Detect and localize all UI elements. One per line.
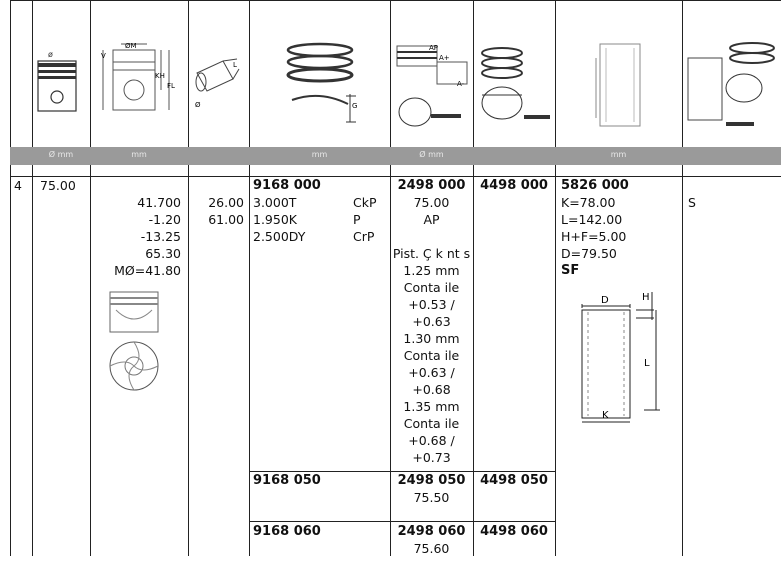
liner-spec: K=78.00 xyxy=(561,195,616,210)
piston-diam-050: 75.50 xyxy=(413,490,450,505)
svg-text:ø: ø xyxy=(48,50,53,59)
svg-text:AP: AP xyxy=(429,44,439,52)
piston-note: 1.25 mm xyxy=(403,263,460,278)
piston-dim: 65.30 xyxy=(145,246,181,261)
rings-part-std: 9168 000 xyxy=(253,178,321,193)
grid-line xyxy=(10,0,781,1)
piston-code: AP xyxy=(423,212,440,227)
unit-label: Ø mm xyxy=(48,150,74,159)
liner-spec: D=79.50 xyxy=(561,246,617,261)
ring-type: CrP xyxy=(353,229,375,244)
pin-dim: 61.00 xyxy=(208,212,244,227)
svg-text:ØM: ØM xyxy=(125,42,137,50)
cylinder-count: 4 xyxy=(14,178,22,193)
ring-type: CkP xyxy=(353,195,377,210)
svg-text:KH: KH xyxy=(155,72,165,80)
grid-line xyxy=(32,0,33,556)
piston-note: +0.68 / xyxy=(408,433,455,448)
kit-part-060: 4498 060 xyxy=(480,524,548,539)
ring-type: P xyxy=(353,212,361,227)
piston-dim: -1.20 xyxy=(148,212,181,227)
kit-part-std: 4498 000 xyxy=(480,178,548,193)
rings-part-050: 9168 050 xyxy=(253,473,321,488)
piston-note: +0.53 / xyxy=(408,297,455,312)
unit-label: mm xyxy=(311,150,328,159)
piston-note: +0.73 xyxy=(412,450,451,465)
svg-text:A-: A- xyxy=(457,80,465,88)
piston-note: Conta ile xyxy=(403,348,460,363)
piston-part-060: 2498 060 xyxy=(397,524,466,539)
pin-dim: 26.00 xyxy=(208,195,244,210)
liner-spec: H+F=5.00 xyxy=(561,229,627,244)
ring-size: 3.000T xyxy=(253,195,297,210)
piston-note: 1.35 mm xyxy=(403,399,460,414)
piston-rings-icon xyxy=(280,42,370,127)
liner-kit-code: S xyxy=(688,195,696,210)
piston-icon xyxy=(34,45,88,115)
piston-dim: 41.700 xyxy=(137,195,181,210)
liner-part: 5826 000 xyxy=(561,178,629,193)
liner-kit-icon xyxy=(686,40,778,135)
piston-dimensions-icon xyxy=(95,40,185,120)
piston-dim: MØ=41.80 xyxy=(114,263,181,278)
cylinder-liner-icon xyxy=(590,38,650,133)
svg-text:L: L xyxy=(233,61,237,69)
piston-crown-drawing xyxy=(104,288,166,398)
piston-diam-std: 75.00 xyxy=(413,195,450,210)
svg-text:A+: A+ xyxy=(439,54,450,62)
grid-line xyxy=(682,0,683,556)
liner-spec: L=142.00 xyxy=(561,212,623,227)
diagram-label-k: K xyxy=(602,410,609,421)
piston-note: 1.30 mm xyxy=(403,331,460,346)
piston-note: Conta ile xyxy=(403,416,460,431)
piston-part-std: 2498 000 xyxy=(397,178,466,193)
svg-text:V: V xyxy=(101,52,106,60)
grid-line xyxy=(249,521,555,522)
diagram-label-l: L xyxy=(644,358,650,369)
svg-text:FL: FL xyxy=(167,82,175,90)
piston-kit-icon xyxy=(478,45,552,130)
liner-diagram xyxy=(572,288,672,433)
grid-line xyxy=(90,0,91,556)
unit-label: Ø mm xyxy=(419,150,444,159)
piston-note: +0.63 xyxy=(412,314,451,329)
rings-part-060: 9168 060 xyxy=(253,524,321,539)
piston-pin-icon xyxy=(193,55,245,115)
piston-note: Pist. Ç k nt s xyxy=(392,246,471,261)
piston-part-050: 2498 050 xyxy=(397,473,466,488)
unit-label: mm xyxy=(610,150,627,159)
piston-note: +0.63 / xyxy=(408,365,455,380)
ring-gap-icon xyxy=(395,40,471,130)
svg-text:G: G xyxy=(352,102,358,110)
bore-diameter: 75.00 xyxy=(40,178,76,193)
ring-size: 1.950K xyxy=(253,212,297,227)
kit-part-050: 4498 050 xyxy=(480,473,548,488)
diagram-label-h: H xyxy=(642,292,650,303)
liner-type: SF xyxy=(561,263,580,278)
grid-line xyxy=(249,0,250,556)
grid-line xyxy=(188,0,189,556)
piston-dim: -13.25 xyxy=(140,229,181,244)
svg-text:Ø: Ø xyxy=(195,101,201,109)
grid-line xyxy=(10,0,11,556)
piston-diam-060: 75.60 xyxy=(413,541,450,556)
piston-note: Conta ile xyxy=(403,280,460,295)
piston-note: +0.68 xyxy=(412,382,451,397)
diagram-label-d: D xyxy=(601,295,609,306)
ring-size: 2.500DY xyxy=(253,229,306,244)
unit-label: mm xyxy=(131,150,147,159)
grid-line xyxy=(555,0,556,556)
